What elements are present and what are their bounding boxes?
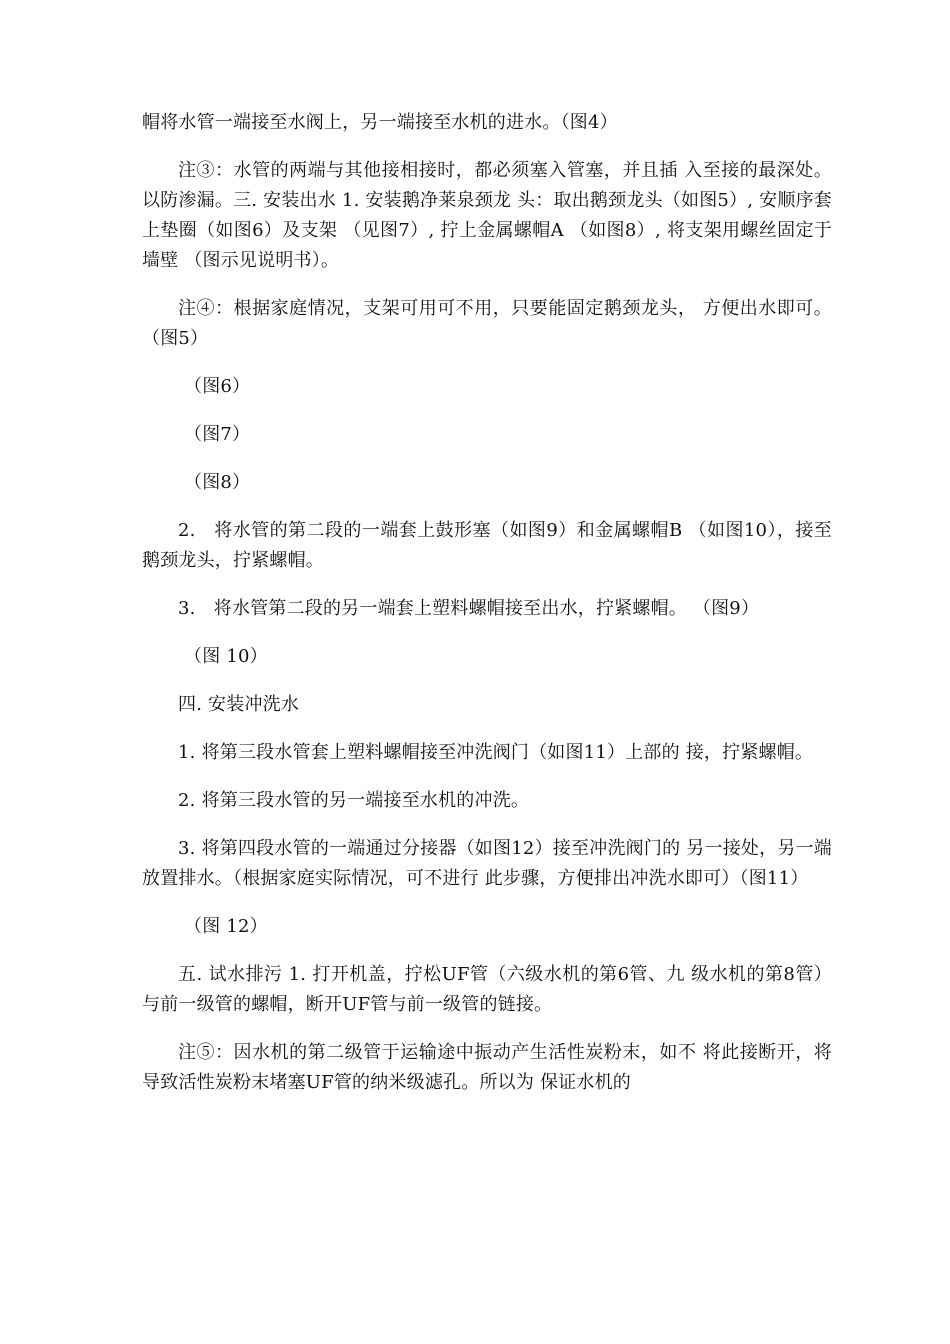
section-5-paragraph: 五. 试水排污 1. 打开机盖，拧松UF管（六级水机的第6管、九 级水机的第8管）与前一级管的螺帽，断开UF管与前一级管的链接。 <box>142 964 832 1015</box>
note-5-paragraph: 注⑤：因水机的第二级管于运输途中振动产生活性炭粉末，如不 将此接断开，将导致活性炭粉末堵塞UF管的纳米级滤孔。所以为 保证水机的 <box>142 1042 832 1093</box>
flush-step-1-paragraph: 1. 将第三段水管套上塑料螺帽接至冲洗阀门（如图11）上部的 接，拧紧螺帽。 <box>178 742 814 763</box>
flush-step-3-paragraph: 3. 将第四段水管的一端通过分接器（如图12）接至冲洗阀门的 另一接处，另一端放置排水。（根据家庭实际情况，可不进行 此步骤，方便排出冲洗水即可）（图11） <box>142 838 832 889</box>
paragraph: 帽将水管一端接至水阀上，另一端接至水机的进水。（图4） <box>142 112 618 133</box>
section-heading: 四. 安装冲洗水 <box>178 694 300 715</box>
note-3-paragraph: 注③：水管的两端与其他接相接时，都必须塞入管塞，并且插 入至接的最深处。以防渗漏。三. 安装出水 1. 安装鹅净莱泉颈龙 头：取出鹅颈龙头（如图5）, 安顺序套上垫圈（如图6）及支架 （见图7）, 拧上金属螺帽A （如图8）, 将支架用螺丝固定于墙壁 （图示见说明书）。 <box>142 160 832 271</box>
figure-caption: （图8） <box>184 472 251 493</box>
document-page <box>142 108 832 1116</box>
note-4-paragraph: 注④：根据家庭情况，支架可用可不用，只要能固定鹅颈龙头， 方便出水即可。（图5） <box>142 298 832 349</box>
figure-caption: （图 12） <box>184 916 268 937</box>
figure-caption: （图 10） <box>184 646 268 667</box>
figure-caption: （图6） <box>184 376 251 397</box>
flush-step-2-paragraph: 2. 将第三段水管的另一端接至水机的冲洗。 <box>178 790 530 811</box>
step-2-paragraph: 2. 将水管的第二段的一端套上鼓形塞（如图9）和金属螺帽B （如图10），接至鹅颈龙头，拧紧螺帽。 <box>142 520 832 571</box>
figure-caption: （图7） <box>184 424 251 445</box>
step-3-paragraph: 3. 将水管第二段的另一端套上塑料螺帽接至出水，拧紧螺帽。 （图9） <box>178 598 760 619</box>
